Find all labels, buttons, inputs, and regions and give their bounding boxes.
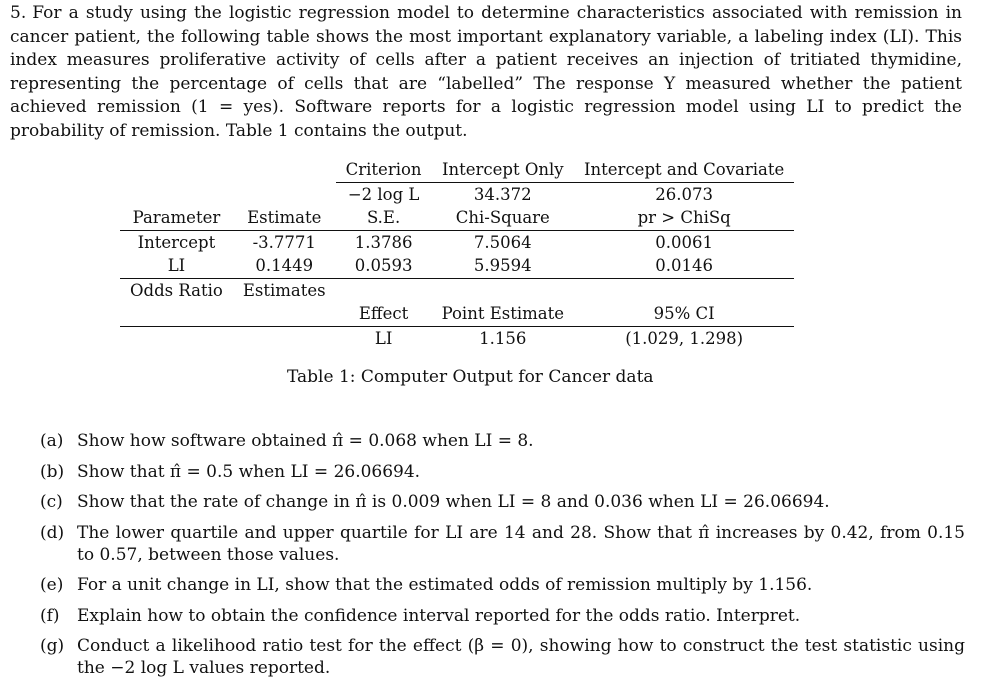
odds-header-row xyxy=(120,302,794,326)
question-part xyxy=(40,491,965,513)
odds-cell: LI xyxy=(374,328,393,348)
param-header-cell: S.E. xyxy=(336,206,432,230)
odds-row xyxy=(120,326,794,350)
odds-header-cell: Point Estimate xyxy=(432,302,574,326)
part-label: (a) xyxy=(40,431,64,451)
question-part xyxy=(40,605,965,627)
param-cell: 5.9594 xyxy=(432,254,574,278)
part-text: Show that π̂ = 0.5 when LI = 26.06694. xyxy=(77,461,421,482)
param-cell: 1.3786 xyxy=(354,232,413,252)
part-text: The lower quartile and upper quartile for LI are 14 and 28. Show that π̂ increases by 0.42, from 0.15 to 0.57, between those values. xyxy=(77,522,965,565)
param-cell: LI xyxy=(120,254,233,278)
question-parts xyxy=(40,430,965,688)
question-part xyxy=(40,635,965,679)
odds-title-cell: Estimates xyxy=(242,280,326,300)
param-cell: 0.0061 xyxy=(655,232,714,252)
fit-header-cell: Intercept Only xyxy=(432,158,574,182)
table-caption: Table 1: Computer Output for Cancer data xyxy=(287,367,654,387)
param-cell: 0.0593 xyxy=(336,254,432,278)
param-cell: 0.1449 xyxy=(233,254,336,278)
param-row xyxy=(120,254,794,278)
fit-header-cell: Intercept and Covariate xyxy=(574,158,794,182)
part-label: (g) xyxy=(40,636,65,656)
part-text: Explain how to obtain the confidence interval reported for the odds ratio. Interpret. xyxy=(77,605,801,626)
question-part xyxy=(40,574,965,596)
fit-cell: 26.073 xyxy=(655,184,714,204)
param-cell: -3.7771 xyxy=(252,232,316,252)
param-cell: 0.0146 xyxy=(574,254,794,278)
param-header-cell: Parameter xyxy=(120,206,233,230)
question-part xyxy=(40,522,965,566)
problem-statement xyxy=(10,2,962,143)
param-row xyxy=(120,230,794,254)
part-text: Conduct a likelihood ratio test for the effect (β = 0), showing how to construct the test statistic using the −2 log L values reported. xyxy=(77,636,965,678)
question-part xyxy=(40,430,965,452)
fit-header-row xyxy=(120,158,794,182)
fit-header-cell: Criterion xyxy=(336,158,432,182)
part-label: (b) xyxy=(40,461,65,482)
odds-cell: (1.029, 1.298) xyxy=(625,328,744,348)
part-label: (d) xyxy=(40,522,65,543)
part-text: For a unit change in LI, show that the estimated odds of remission multiply by 1.156. xyxy=(77,575,813,595)
param-header-cell: pr > ChiSq xyxy=(574,206,794,230)
param-header-cell: Chi-Square xyxy=(432,206,574,230)
part-label: (c) xyxy=(40,492,63,512)
output-table xyxy=(120,158,794,350)
part-text: Show that the rate of change in π̂ is 0.009 when LI = 8 and 0.036 when LI = 26.06694. xyxy=(77,492,830,512)
param-cell: Intercept xyxy=(137,232,216,252)
fit-cell: −2 log L xyxy=(347,184,420,204)
odds-header-cell: 95% CI xyxy=(574,302,794,326)
problem-intro: For a study using the logistic regression model to determine characteristics associated with remission in cancer patient, the following table shows the most important explanatory variable, a labeling index (LI). This index measures proliferative activity of cells after a patient receives an injection of tritiated thymidine, representing the percentage of cells that are “labelled” The response Y measured whether the patient achieved remission (1 = yes). Software reports for a logistic regression model using LI to predict the probability of remission. Table 1 contains the output. xyxy=(10,3,962,141)
odds-cell: 1.156 xyxy=(479,328,527,348)
fit-cell: 34.372 xyxy=(473,184,532,204)
param-cell: 7.5064 xyxy=(473,232,532,252)
part-text: Show how software obtained π̂ = 0.068 when LI = 8. xyxy=(77,431,534,451)
part-label: (e) xyxy=(40,575,64,595)
param-header-row xyxy=(120,206,794,230)
odds-title-row xyxy=(120,278,794,302)
part-label: (f) xyxy=(40,605,60,626)
problem-number: 5. xyxy=(10,3,27,23)
question-part xyxy=(40,461,965,483)
fit-row xyxy=(120,182,794,206)
param-header-cell: Estimate xyxy=(233,206,336,230)
odds-title-cell: Odds Ratio xyxy=(130,280,223,300)
odds-header-cell: Effect xyxy=(336,302,432,326)
